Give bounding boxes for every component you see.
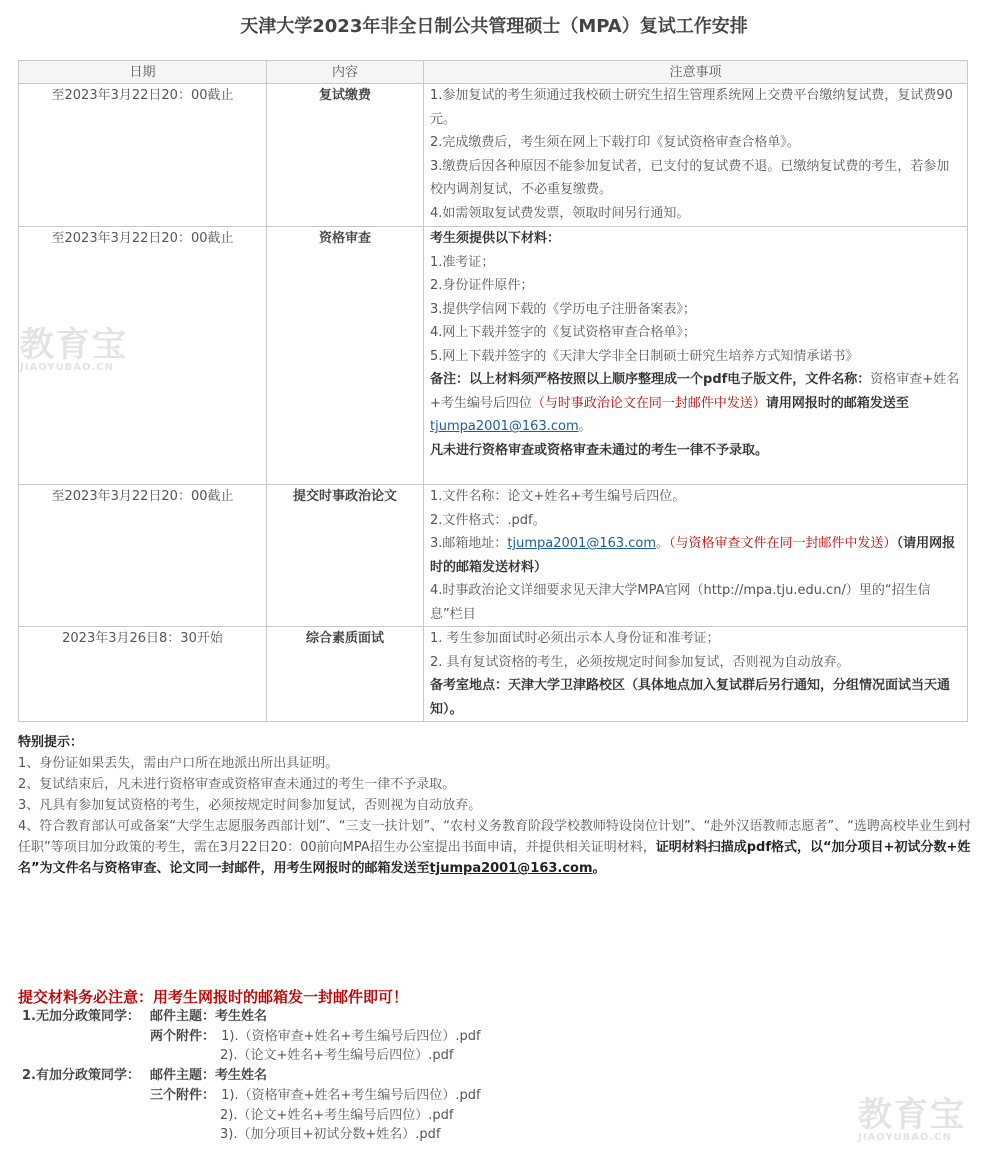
email-label: 3.邮箱地址：: [430, 536, 508, 551]
schedule-table: [18, 60, 968, 722]
group-1-label: 1.无加分政策同学：: [22, 1009, 140, 1024]
group-1-file-row: [22, 1046, 481, 1066]
group-2-file-row: [22, 1086, 481, 1106]
red-note: （与资格审查文件在同一封邮件中发送）: [669, 536, 897, 551]
row-date: 至2023年3月22日20：00截止: [19, 84, 267, 227]
warning-line: 凡未进行资格审查或资格审查未通过的考生一律不予录取。: [430, 442, 769, 458]
file-item: 1).（资格审查+姓名+考生编号后四位）.pdf: [221, 1087, 481, 1103]
note-line: 2.文件格式：.pdf。: [430, 512, 546, 528]
note-line: 1.文件名称：论文+姓名+考生编号后四位。: [430, 489, 686, 504]
table-header-row: [19, 61, 968, 84]
location-line: 备考室地点：天津大学卫津路校区（具体地点加入复试群后另行通知，分组情况面试当天通知）。: [430, 678, 951, 717]
note-line: 2. 具有复试资格的考生，必须按规定时间参加复试，否则视为自动放弃。: [430, 654, 850, 670]
row-notes: [424, 627, 968, 722]
row-content: 提交时事政治论文: [267, 485, 424, 627]
watermark-domain: JIAOYUBAO.CN: [20, 362, 114, 373]
group-2-file-row: [22, 1106, 481, 1126]
submission-notice: 提交材料务必注意：用考生网报时的邮箱发一封邮件即可！: [18, 988, 409, 1006]
row-notes: [424, 227, 968, 485]
note-header: 考生须提供以下材料：: [430, 231, 561, 246]
note-line: 1.准考证；: [430, 254, 495, 270]
remark: [430, 368, 961, 415]
group-2-label: 2.有加分政策同学：: [22, 1068, 140, 1084]
note-line: 3.提供学信网下载的《学历电子注册备案表》；: [430, 301, 696, 317]
bold-note: （请用网报时的邮箱发送材料）: [430, 536, 956, 575]
note-line: 5.网上下载并签字的《天津大学非全日制硕士研究生培养方式知情承诺书》: [430, 348, 859, 364]
header-date: 日期: [19, 61, 267, 84]
note-line: 4.网上下载并签字的《复试资格审查合格单》；: [430, 325, 696, 340]
watermark-domain: JIAOYUBAO.CN: [858, 1132, 952, 1143]
header-notes: 注意事项: [424, 61, 968, 84]
note-line: 1. 考生参加面试时必须出示本人身份证和准考证；: [430, 631, 720, 646]
table-row: [19, 84, 968, 227]
note-line: 3.缴费后因各种原因不能参加复试者，已支付的复试费不退。已缴纳复试费的考生，若参加校内调剂复试，不必重复缴费。: [430, 158, 950, 197]
note-line: 4.时事政治论文详细要求见天津大学MPA官网（http://mpa.tju.edu.cn/）里的“招生信息”栏目: [430, 583, 931, 622]
email-tail: 。: [578, 419, 592, 434]
special-item-4-bold: 证明材料扫描成pdf格式，以“加分项目+初试分数+姓名”为文件名与资格审查、论文同一封邮件，用考生网报时的邮箱发送至: [18, 840, 971, 876]
remark-red-note: （与时事政治论文在同一封邮件中发送）: [531, 395, 766, 411]
note-line: 1.参加复试的考生须通过我校硕士研究生招生管理系统网上交费平台缴纳复试费，复试费90元。: [430, 88, 953, 127]
group-1-subject: 邮件主题：考生姓名: [150, 1009, 268, 1024]
row-date: 至2023年3月22日20：00截止: [19, 227, 267, 485]
row-notes: [424, 485, 968, 627]
row-date: 至2023年3月22日20：00截止: [19, 485, 267, 627]
file-item: 2).（论文+姓名+考生编号后四位）.pdf: [220, 1048, 454, 1064]
group-1-row: [22, 1007, 481, 1027]
row-date: 2023年3月26日8：30开始: [19, 627, 267, 722]
special-item: 2、复试结束后，凡未进行资格审查或资格审查未通过的考生一律不予录取。: [18, 777, 456, 792]
group-2-row: [22, 1066, 481, 1086]
watermark-brand: 教育宝: [858, 1095, 966, 1135]
email-line: [430, 415, 961, 439]
special-heading: 特别提示：: [18, 735, 84, 750]
attachment-instructions: [22, 1007, 481, 1145]
file-item: 2).（论文+姓名+考生编号后四位）.pdf: [220, 1107, 454, 1123]
special-notes: [18, 732, 973, 879]
watermark-logo: [20, 325, 128, 373]
special-item-4-end: 。: [592, 861, 606, 876]
table-row: [19, 627, 968, 722]
email-link[interactable]: tjumpa2001@163.com: [507, 536, 657, 551]
table-row: [19, 227, 968, 485]
special-item: 3、凡具有参加复试资格的考生，必须按规定时间参加复试，否则视为自动放弃。: [18, 798, 482, 813]
table-row: [19, 485, 968, 627]
note-line: 2.身份证件原件；: [430, 278, 534, 293]
remark-label: 备注：: [430, 372, 470, 387]
note-line: 2.完成缴费后，考生须在网上下载打印《复试资格审查合格单》。: [430, 135, 800, 150]
email-link[interactable]: tjumpa2001@163.com: [429, 861, 593, 876]
file-item: 3).（加分项目+初试分数+姓名）.pdf: [220, 1127, 441, 1143]
special-item-4-text: 4、符合教育部认可或备案“大学生志愿服务西部计划”、“三支一扶计划”、“农村义务教育阶段学校教师特设岗位计划”、“赴外汉语教师志愿者”、“选聘高校毕业生到村任职”等项目加分政策的考生，需在3月22日20：00前向MPA招生办公室提出书面申请，并提供相关证明材料，: [18, 819, 971, 855]
remark-filename: 资格审查+姓名+考生编号后四位: [430, 372, 960, 411]
row-content: 综合素质面试: [267, 627, 424, 722]
group-1-file-row: [22, 1027, 481, 1047]
email-dot: 。: [656, 536, 670, 551]
file-item: 1).（资格审查+姓名+考生编号后四位）.pdf: [221, 1028, 481, 1044]
group-2-subject: 邮件主题：考生姓名: [150, 1068, 268, 1084]
page-title: 天津大学2023年非全日制公共管理硕士（MPA）复试工作安排: [240, 16, 748, 37]
remark-send: 请用网报时的邮箱发送至: [765, 395, 909, 411]
special-item-4: [18, 816, 973, 879]
remark-text: 以上材料须严格按照以上顺序整理成一个pdf电子版文件，文件名称：: [469, 372, 871, 387]
watermark-logo: [858, 1095, 966, 1143]
row-content: 复试缴费: [267, 84, 424, 227]
special-item: 1、身份证如果丢失，需由户口所在地派出所出具证明。: [18, 756, 339, 771]
group-2-count: 三个附件：: [150, 1087, 216, 1103]
group-2-file-row: [22, 1125, 481, 1145]
email-link[interactable]: tjumpa2001@163.com: [430, 419, 579, 434]
row-content: 资格审查: [267, 227, 424, 485]
row-notes: [424, 84, 968, 227]
watermark-brand: 教育宝: [20, 325, 128, 365]
note-line: [430, 532, 961, 579]
header-content: 内容: [267, 61, 424, 84]
note-line: 4.如需领取复试费发票，领取时间另行通知。: [430, 205, 690, 221]
group-1-count: 两个附件：: [150, 1028, 216, 1044]
